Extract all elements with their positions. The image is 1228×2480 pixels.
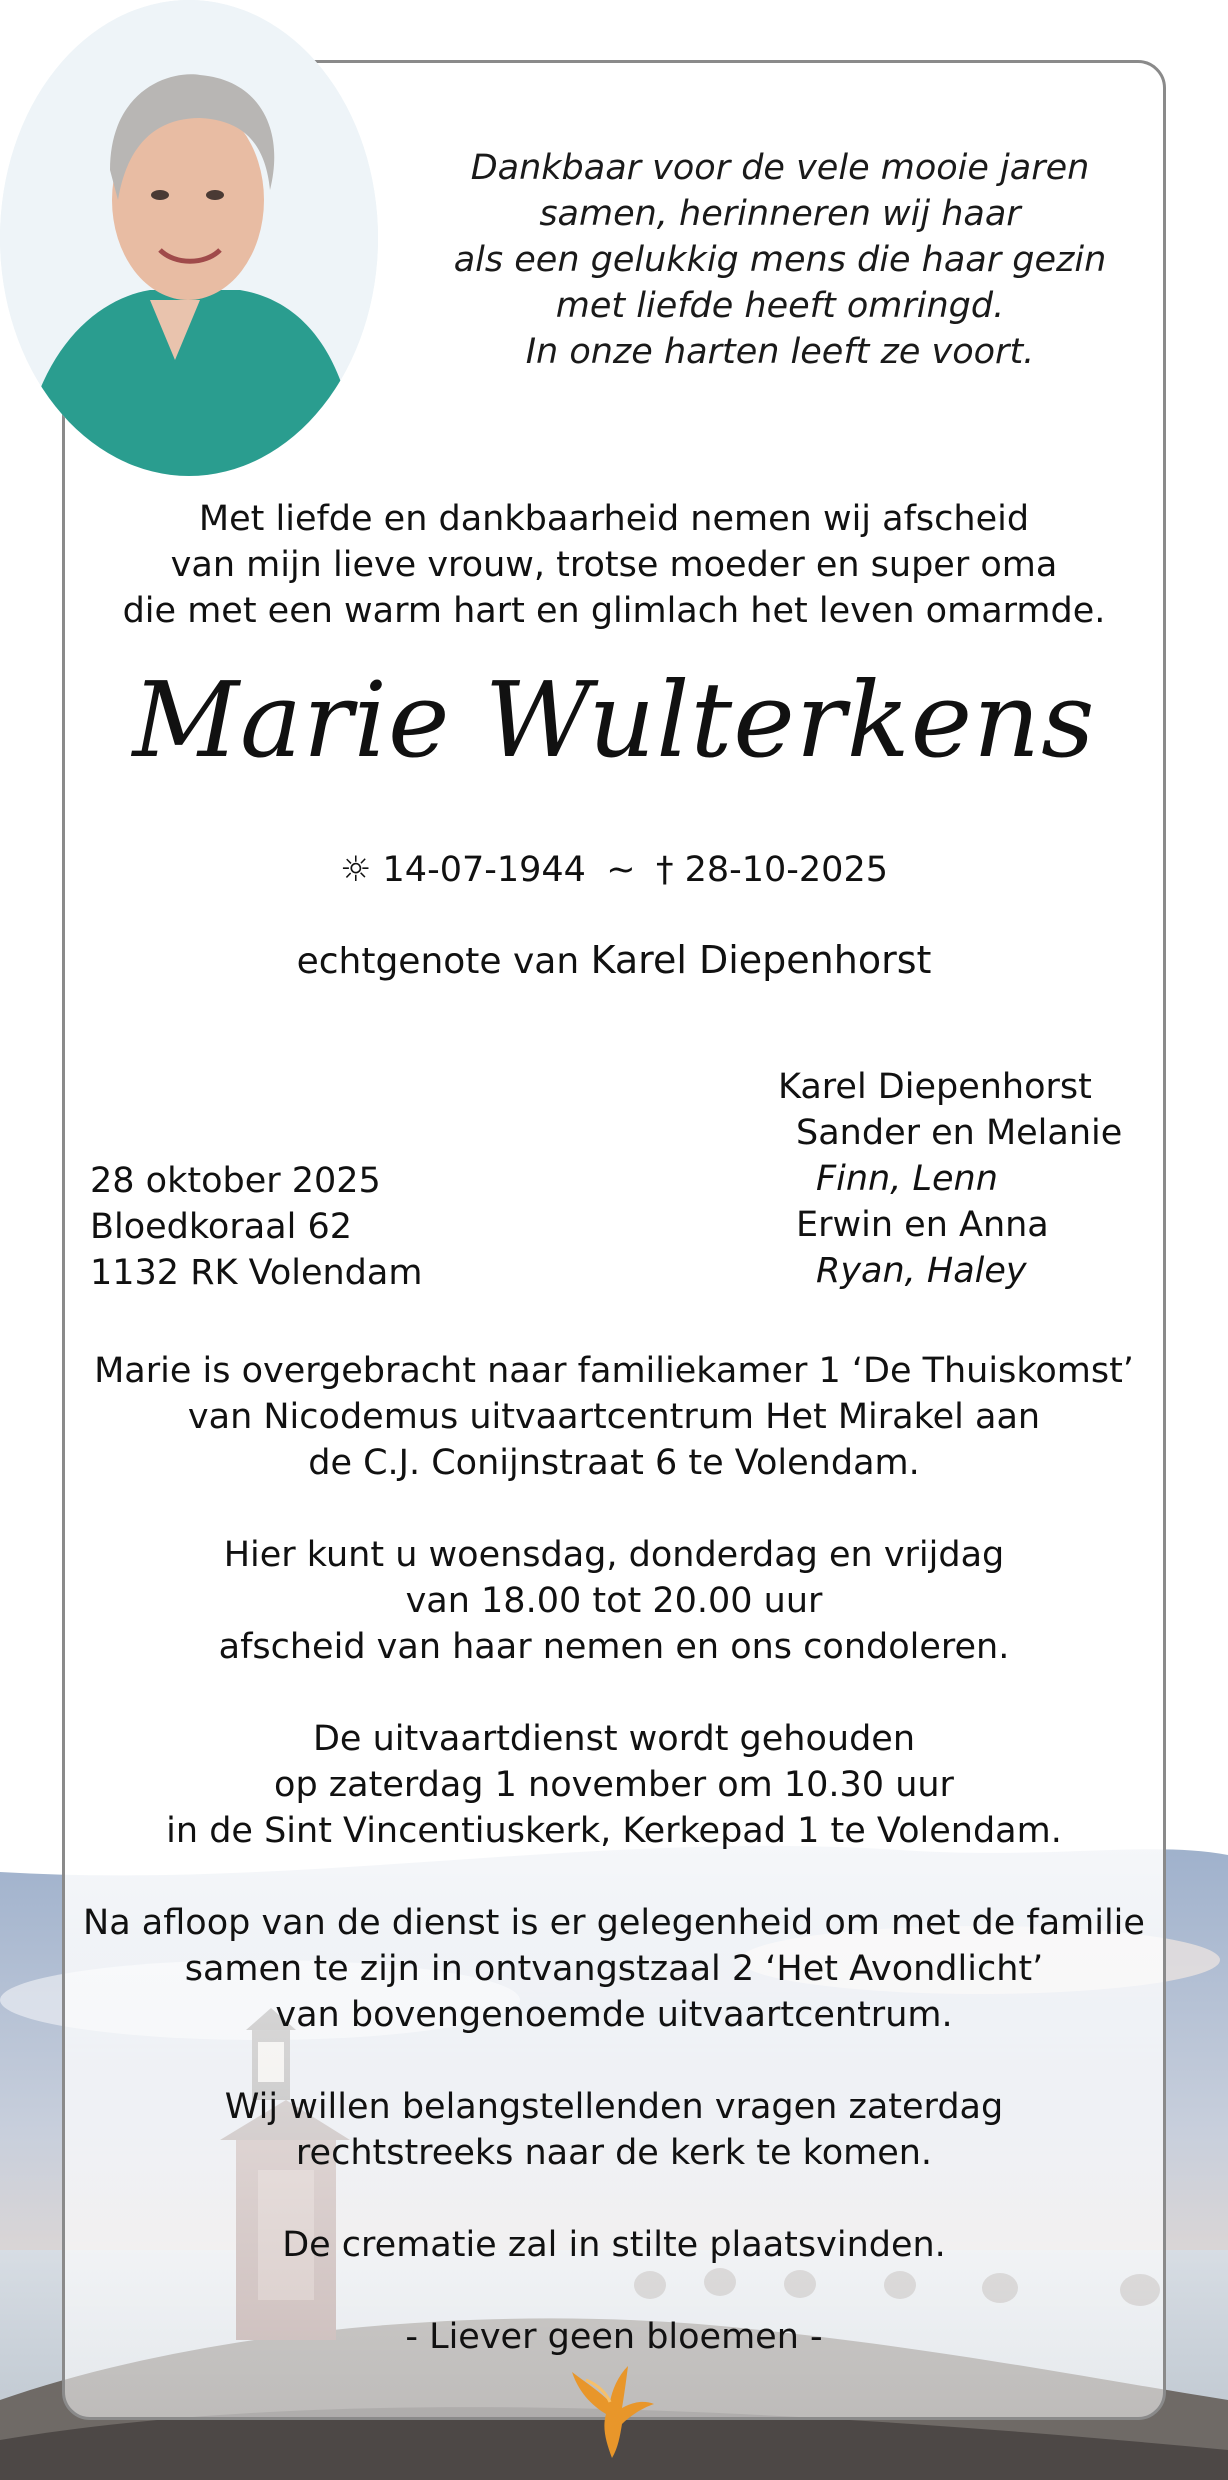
deceased-name: Marie Wulterkens [132, 659, 1096, 781]
text-line: in de Sint Vincentiuskerk, Kerkepad 1 te Volendam. [166, 1811, 1062, 1851]
poem-line: samen, herinneren wij haar [539, 194, 1021, 234]
dove-logo-icon [566, 2362, 658, 2462]
family-grandchildren: Finn, Lenn [816, 1159, 998, 1199]
intro-text [62, 496, 1166, 634]
intro-line: Met liefde en dankbaarheid nemen wij afscheid [198, 499, 1030, 539]
intro-line: van mijn lieve vrouw, trotse moeder en super oma [170, 545, 1058, 585]
cremation-info [62, 2222, 1166, 2268]
sun-icon: ☼ [340, 850, 372, 890]
death-date: 28-10-2025 [684, 850, 888, 890]
family-child: Erwin en Anna [796, 1205, 1049, 1245]
text-line: De crematie zal in stilte plaatsvinden. [282, 2225, 946, 2265]
text-line: De uitvaartdienst wordt gehouden [312, 1719, 916, 1759]
text-line: afscheid van haar nemen en ons condoleren. [218, 1627, 1010, 1667]
date-separator: ~ [606, 850, 636, 890]
text-line: samen te zijn in ontvangstzaal 2 ‘Het Avondlicht’ [184, 1949, 1044, 1989]
spouse-name: Karel Diepenhorst [590, 938, 932, 982]
text-line: de C.J. Conijnstraat 6 te Volendam. [308, 1443, 920, 1483]
text-line: - Liever geen bloemen - [405, 2317, 823, 2357]
birth-date: 14-07-1944 [382, 850, 586, 890]
text-line: van 18.00 tot 20.00 uur [405, 1581, 823, 1621]
visiting-hours-info [62, 1532, 1166, 1670]
address-date: 28 oktober 2025 [90, 1161, 381, 1201]
text-line: op zaterdag 1 november om 10.30 uur [274, 1765, 954, 1805]
funeral-service-info [62, 1716, 1166, 1854]
address-city: 1132 RK Volendam [90, 1253, 423, 1293]
address-street: Bloedkoraal 62 [90, 1207, 353, 1247]
family-grandchildren: Ryan, Haley [816, 1251, 1027, 1291]
text-line: Marie is overgebracht naar familiekamer 1 ‘De Thuiskomst’ [94, 1351, 1134, 1391]
text-line: van Nicodemus uitvaartcentrum Het Mirakel aan [187, 1397, 1041, 1437]
intro-line: die met een warm hart en glimlach het leven omarmde. [122, 591, 1106, 631]
memorial-poem [420, 145, 1140, 375]
poem-line: In onze harten leeft ze voort. [525, 332, 1035, 372]
family-partner: Karel Diepenhorst [778, 1067, 1092, 1107]
portrait-photo [0, 0, 378, 476]
poem-line: als een gelukkig mens die haar gezin [453, 240, 1107, 280]
location-info [62, 1348, 1166, 1486]
correspondence-address [90, 1158, 510, 1296]
family-child: Sander en Melanie [796, 1113, 1123, 1153]
cross-icon: † [655, 850, 674, 890]
poem-line: met liefde heeft omringd. [555, 286, 1005, 326]
text-line: van bovengenoemde uitvaartcentrum. [275, 1995, 953, 2035]
church-request-info [62, 2084, 1166, 2176]
reception-info [62, 1900, 1166, 2038]
family-list [778, 1064, 1178, 1294]
text-line: Na afloop van de dienst is er gelegenheid om met de familie [83, 1903, 1145, 1943]
text-line: Hier kunt u woensdag, donderdag en vrijdag [223, 1535, 1005, 1575]
no-flowers-note [62, 2314, 1166, 2360]
spouse-line [62, 934, 1166, 988]
poem-line: Dankbaar voor de vele mooie jaren [470, 148, 1090, 188]
spouse-prefix: echtgenote van [296, 941, 580, 982]
life-dates [62, 846, 1166, 894]
text-line: rechtstreeks naar de kerk te komen. [295, 2133, 933, 2173]
text-line: Wij willen belangstellenden vragen zaterdag [224, 2087, 1004, 2127]
